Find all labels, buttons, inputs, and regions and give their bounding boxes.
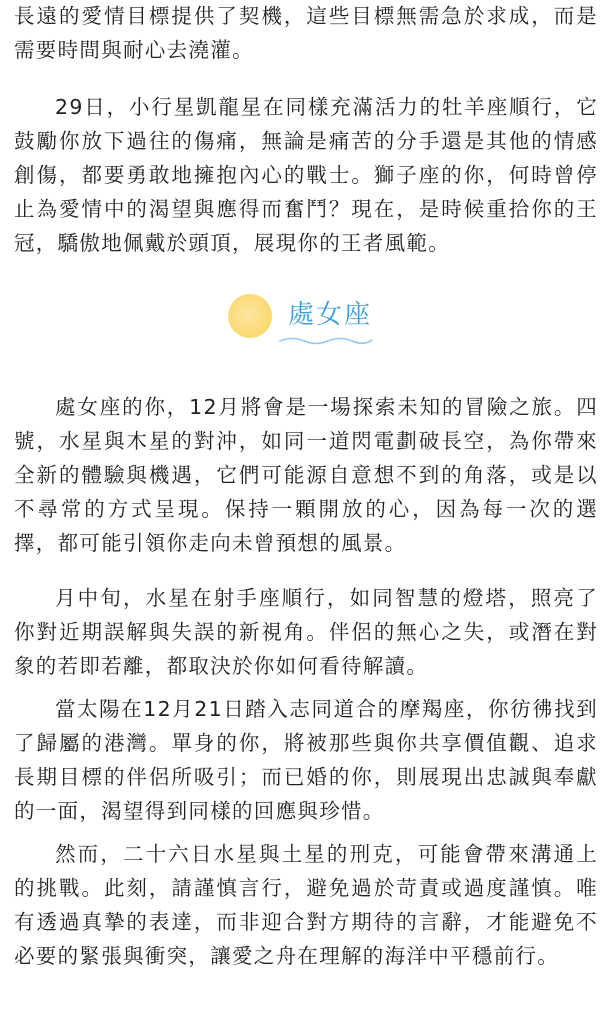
paragraph-continuation: 長遠的愛情目標提供了契機，這些目標無需急於求成，而是需要時間與耐心去澆灌。	[14, 4, 598, 62]
section-heading	[0, 260, 612, 352]
paragraph-virgo-intro: 處女座的你，12月將會是一場探索未知的冒險之旅。四號，水星與木星的對沖，如同一道閃電劃破長空，為你帶來全新的體驗與機遇，它們可能源自意想不到的角落，或是以不尋常的方式呈現。保持一顆開放的心，因為每一次的選擇，都可能引領你走向未曾預想的風景。	[14, 395, 598, 555]
paragraph-mercury: 月中旬，水星在射手座順行，如同智慧的燈塔，照亮了你對近期誤解與失誤的新視角。伴侶的無心之失，或潛在對象的若即若離，都取決於你如何看待解讀。	[14, 586, 598, 678]
wave-underline-icon	[278, 335, 374, 345]
section-title: 處女座	[288, 300, 373, 330]
paragraph-chiron: 29日，小行星凱龍星在同樣充滿活力的牡羊座順行，它鼓勵你放下過往的傷痛，無論是痛苦的分手還是其他的情感創傷，都要勇敢地擁抱內心的戰士。獅子座的你，何時曾停止為愛情中的渴望與應得而奮鬥？現在，是時候重拾你的王冠，驕傲地佩戴於頭頂，展現你的王者風範。	[14, 95, 598, 255]
paragraph-saturn: 然而，二十六日水星與土星的刑克，可能會帶來溝通上的挑戰。此刻，請謹慎言行，避免過於苛責或過度謹慎。唯有透過真摯的表達，而非迎合對方期待的言辭，才能避免不必要的緊張與衝突，讓愛之舟在理解的海洋中平穩前行。	[14, 842, 598, 968]
paragraph-sun-capricorn: 當太陽在12月21日踏入志同道合的摩羯座，你彷彿找到了歸屬的港灣。單身的你，將被那些與你共享價值觀、追求長期目標的伴侶所吸引；而已婚的你，則展現出忠誠與奉獻的一面，渴望得到同樣的回應與珍惜。	[14, 697, 598, 823]
sun-circle-icon	[228, 294, 272, 338]
